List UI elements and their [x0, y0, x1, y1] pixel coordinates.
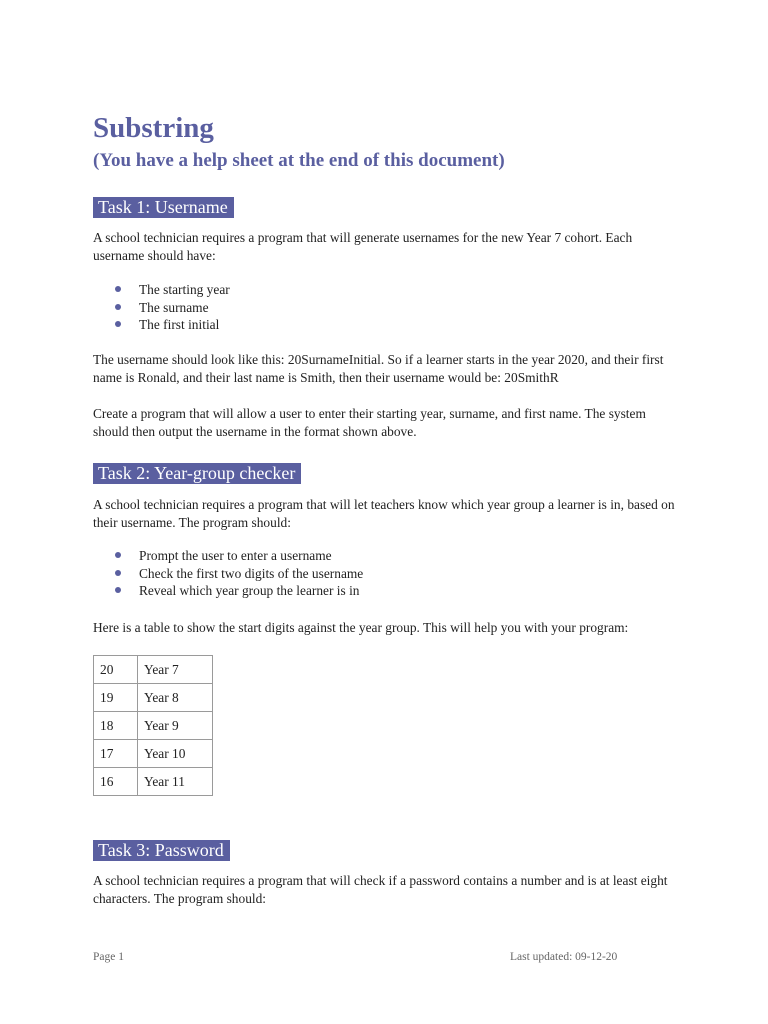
- year-group-cell: Year 10: [138, 740, 213, 768]
- start-digits-cell: 19: [94, 684, 138, 712]
- year-group-cell: Year 9: [138, 712, 213, 740]
- document-subtitle: (You have a help sheet at the end of this document): [93, 150, 505, 171]
- document-title: Substring: [93, 112, 214, 144]
- start-digits-cell: 16: [94, 768, 138, 796]
- list-item: [93, 565, 363, 583]
- task3-heading: Task 3: Password: [93, 840, 230, 861]
- start-digits-cell: 18: [94, 712, 138, 740]
- list-item-text: The first initial: [139, 317, 220, 332]
- task1-example: The username should look like this: 20SurnameInitial. So if a learner starts in the year 2020, and their first name is Ronald, and their last name is Smith, then their username would be: 20SmithR: [93, 352, 664, 385]
- task1-bullet-list: [93, 281, 230, 334]
- list-item-text: The starting year: [139, 282, 230, 297]
- list-item-text: Reveal which year group the learner is in: [139, 583, 360, 598]
- year-group-cell: Year 11: [138, 768, 213, 796]
- list-item: [93, 547, 363, 565]
- task3-intro: A school technician requires a program that will check if a password contains a number and is at least eight characters. The program should:: [93, 873, 668, 906]
- task2-bullet-list: [93, 547, 363, 600]
- task1-intro: A school technician requires a program that will generate usernames for the new Year 7 cohort. Each username should have:: [93, 230, 633, 263]
- page-number: Page 1: [93, 951, 124, 963]
- list-item-text: The surname: [139, 299, 209, 315]
- year-group-cell: Year 8: [138, 684, 213, 712]
- bullet-icon: [115, 304, 121, 310]
- start-digits-cell: 20: [94, 656, 138, 684]
- task2-table-intro: Here is a table to show the start digits against the year group. This will help you with your program:: [93, 620, 629, 635]
- bullet-icon: [115, 552, 121, 558]
- last-updated: Last updated: 09-12-20: [510, 951, 618, 963]
- bullet-icon: [115, 587, 121, 593]
- list-item-text: Check the first two digits of the username: [139, 565, 364, 581]
- table-row: [94, 740, 213, 768]
- list-item: [93, 281, 230, 299]
- bullet-icon: [115, 286, 121, 292]
- list-item: [93, 299, 230, 317]
- bullet-icon: [115, 570, 121, 576]
- table-row: [94, 684, 213, 712]
- table-row: [94, 768, 213, 796]
- year-group-cell: Year 7: [138, 656, 213, 684]
- start-digits-cell: 17: [94, 740, 138, 768]
- list-item: [93, 316, 230, 334]
- task2-intro: A school technician requires a program that will let teachers know which year group a learner is in, based on their username. The program should:: [93, 497, 675, 530]
- task2-heading: Task 2: Year-group checker: [93, 463, 301, 484]
- list-item: [93, 582, 363, 600]
- year-group-table: [93, 655, 213, 796]
- task1-heading: Task 1: Username: [93, 197, 234, 218]
- table-row: [94, 656, 213, 684]
- list-item-text: Prompt the user to enter a username: [139, 548, 332, 563]
- bullet-icon: [115, 321, 121, 327]
- task1-instruction: Create a program that will allow a user to enter their starting year, surname, and first name. The system should then output the username in the format shown above.: [93, 406, 646, 439]
- table-row: [94, 712, 213, 740]
